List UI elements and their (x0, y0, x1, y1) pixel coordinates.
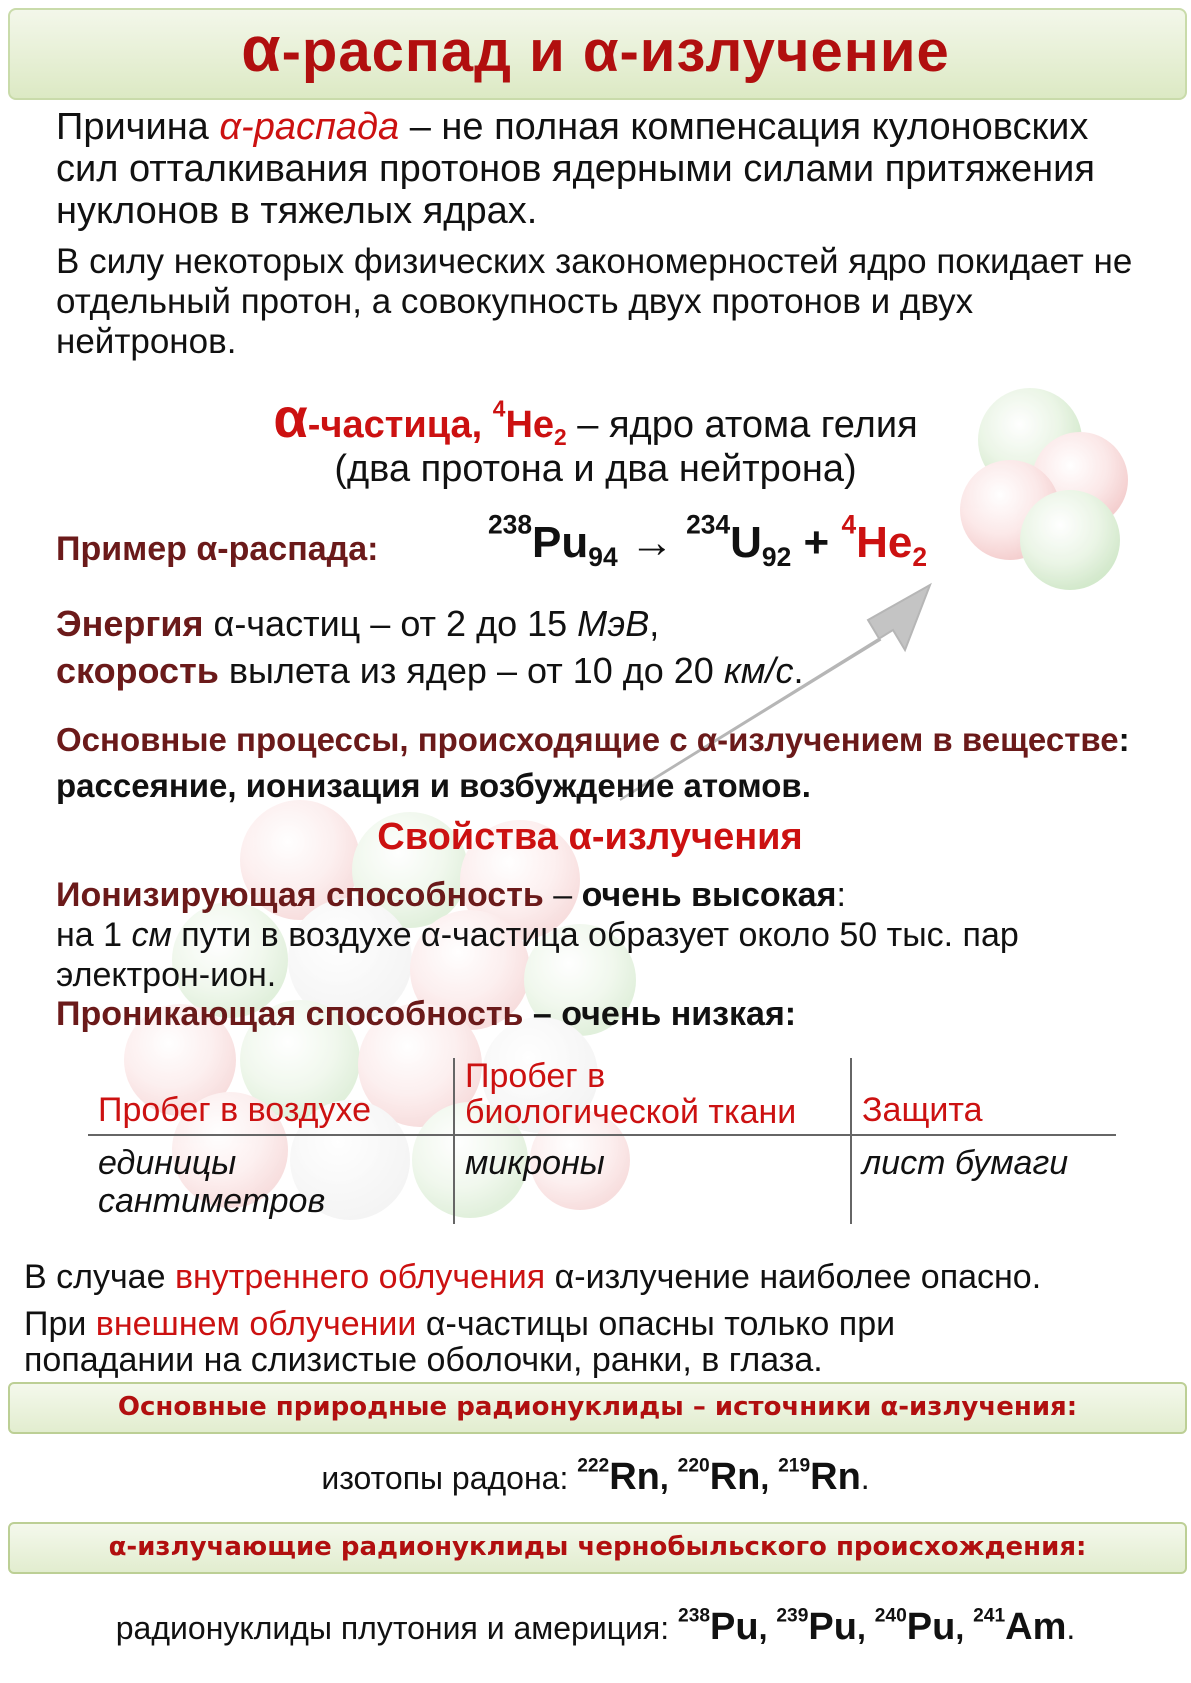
chernobyl-isotopes-line: радионуклиды плутония и америция: $^{238}$Pu, $^{239}$Pu, $^{240}$Pu, $^{241}$Am. (115, 1605, 1076, 1648)
alpha-decay-term: α-распада (219, 106, 400, 148)
header-tissue-range: Пробег в биологической ткани (454, 1058, 851, 1135)
example-label: Пример α-распада: (56, 530, 379, 568)
table-row (88, 1135, 1116, 1224)
radon-isotopes-line: изотопы радона: $^{222}$Rn, $^{220}$Rn, $^{219}$Rn. (321, 1455, 870, 1498)
external-exposure-paragraph: При внешнем облучении α-частицы опасны только при попадании на слизистые оболочки, ранки, в глаза. (24, 1305, 896, 1379)
cell-tissue-range: микроны (454, 1135, 851, 1224)
table-header-row (88, 1058, 1116, 1135)
chernobyl-radionuclides-banner: α-излучающие радионуклиды чернобыльского происхождения: (8, 1522, 1187, 1574)
properties-heading: Свойства α-излучения (377, 816, 803, 858)
processes-paragraph: Основные процессы, происходящие с α-излучением в веществе: рассеяние, ионизация и возбуждение атомов. (56, 721, 1130, 804)
ionizing-ability: Ионизирующая способность – очень высокая: на 1 см пути в воздухе α-частица образует около 50 тыс. пар электрон-ион. (56, 876, 1019, 994)
cell-air-range: единицы сантиметров (98, 1144, 326, 1220)
speed-line: скорость вылета из ядер – от 10 до 20 км/с. (56, 650, 804, 691)
decay-equation: $^{238}Pu_{94} \to ^{234}U_{92} + ^4He_2$ (488, 509, 928, 573)
title-text: -распад и α-излучение (281, 19, 950, 84)
header-air-range: Пробег в воздухе (88, 1058, 454, 1135)
cell-protection: лист бумаги (851, 1135, 1116, 1224)
alpha-particle-definition: α-частица, $^4He_2$ – ядро атома гелия (273, 386, 918, 450)
penetrating-ability: Проникающая способность – очень низкая: (56, 995, 797, 1033)
page-title (8, 12, 1183, 86)
range-table (88, 1058, 1116, 1224)
title-alpha: α (241, 13, 282, 85)
internal-exposure-line: В случае внутреннего облучения α-излучение наиболее опасно. (24, 1258, 1042, 1296)
energy-line: Энергия α-частиц – от 2 до 15 МэВ, (56, 603, 660, 644)
header-protection: Защита (851, 1058, 1116, 1135)
natural-radionuclides-banner: Основные природные радионуклиды – источники α-излучения: (8, 1382, 1187, 1434)
intro-mechanism-paragraph: В силу некоторых физических закономерностей ядро покидает не отдельный протон, а совокупность двух протонов и двух нейтронов. (56, 242, 1133, 361)
intro-cause-paragraph: Причина α-распада – не полная компенсация кулоновских сил отталкивания протонов ядерными силами притяжения нуклонов в тяжелых ядрах. (56, 106, 1095, 232)
alpha-particle-composition: (два протона и два нейтрона) (334, 448, 857, 490)
